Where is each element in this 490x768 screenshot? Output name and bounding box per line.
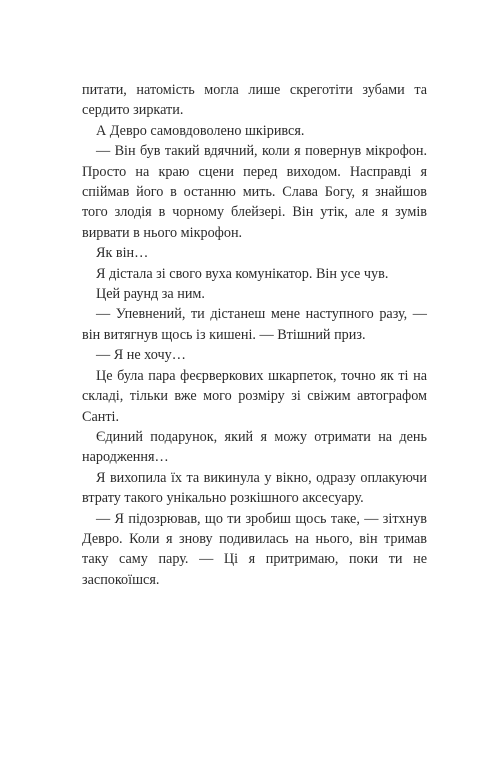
paragraph: Як він… <box>96 245 149 262</box>
paragraph: — Я не хочу… <box>96 347 186 364</box>
paragraph: Я дістала зі свого вуха комунікатор. Він усе чув. <box>96 265 389 282</box>
paragraph: Я вихопила їх та викинула у вікно, одразу оплакуючи втрату такого унікально розкішного аксесуару. <box>82 469 427 507</box>
paragraph: — Я підозрював, що ти зробиш щось таке, — зітхнув Девро. Коли я знову подивилась на нього, він тримав таку саму пару. — Ці я притримаю, поки ти не заспокоїшся. <box>82 510 427 588</box>
paragraph: Цей раунд за ним. <box>96 286 205 303</box>
paragraph: — Упевнений, ти дістанеш мене наступного разу, — він витягнув щось із кишені. — Втішний приз. <box>82 306 427 343</box>
paragraph-continued: питати, натомість могла лише скреготіти зубами та сердито зиркати. <box>82 82 427 119</box>
paragraph: А Девро самовдоволено шкірився. <box>96 122 305 139</box>
paragraph: Єдиний подарунок, який я можу отримати на день народження… <box>82 428 427 466</box>
paragraph: — Він був такий вдячний, коли я повернув мікрофон. Просто на краю сцени перед виходом. Насправді я спіймав його в останню мить. Слава Богу, я знайшов того злодія в чорному блейзері. Він утік, але я зумів вирвати в нього мікрофон. <box>82 143 427 241</box>
paragraph: Це була пара феєрверкових шкарпеток, точно як ті на складі, тільки вже мого розміру зі свіжим автографом Санті. <box>82 367 427 425</box>
page-body-text <box>82 80 427 590</box>
